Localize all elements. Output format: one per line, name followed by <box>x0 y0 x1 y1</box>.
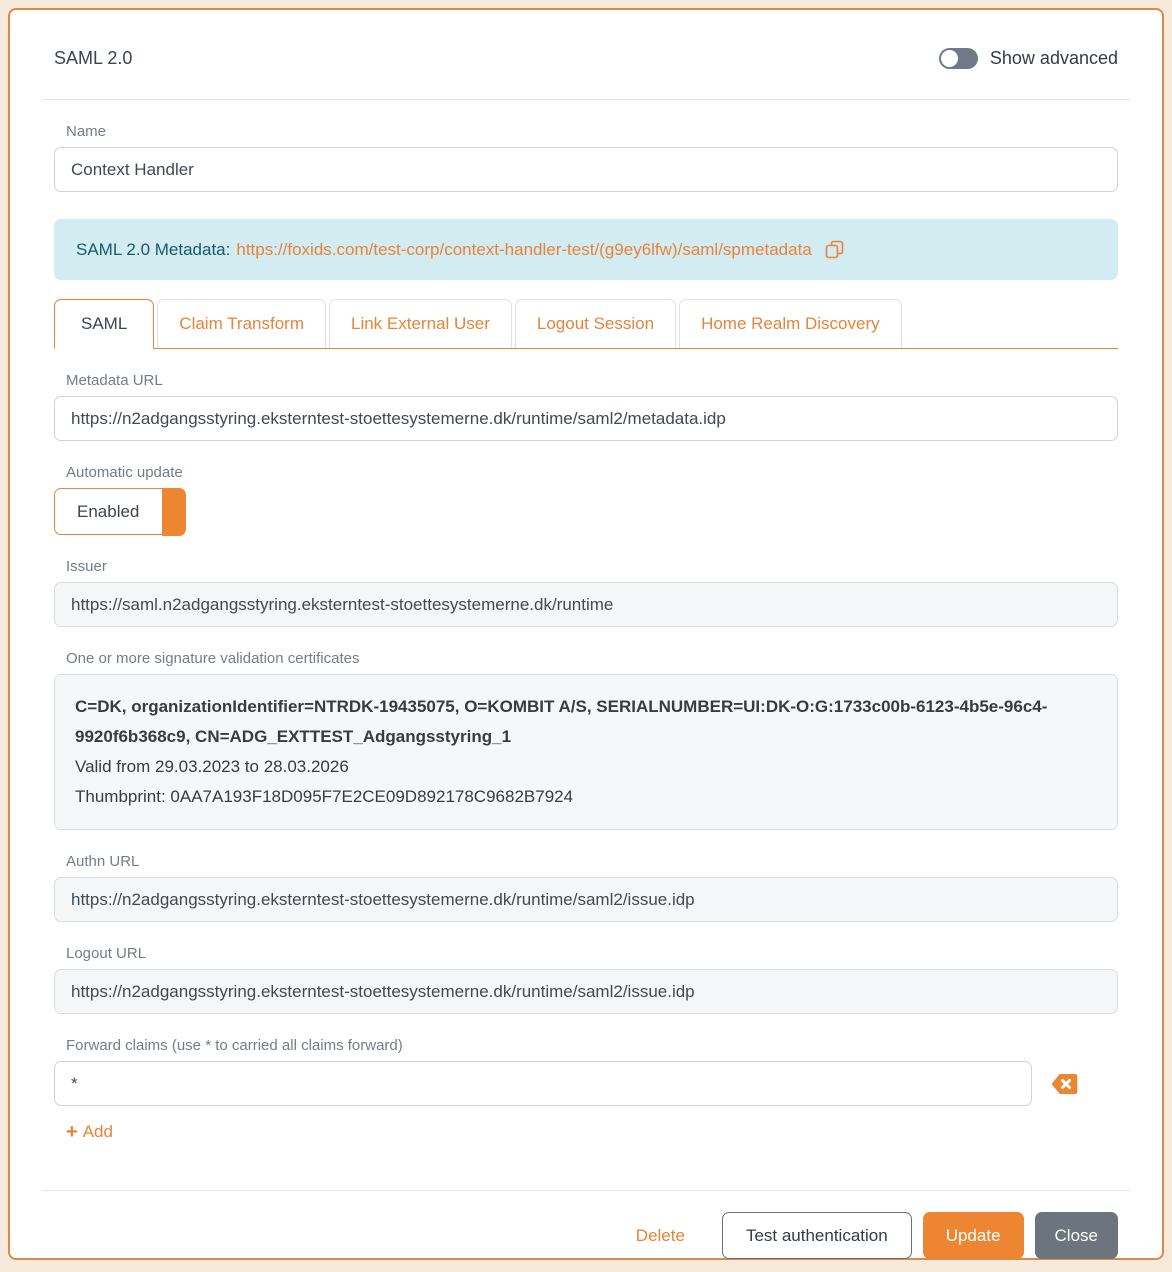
forward-claims-row <box>54 1061 1118 1106</box>
plus-icon: + <box>66 1121 78 1143</box>
automatic-update-label: Automatic update <box>66 464 183 481</box>
show-advanced-control <box>939 48 1118 69</box>
issuer-value: https://saml.n2adgangsstyring.eksterntest-stoettesystemerne.dk/runtime <box>54 582 1118 627</box>
automatic-update-state: Enabled <box>77 501 140 521</box>
tab-claim-transform[interactable]: Claim Transform <box>157 299 326 348</box>
saml-config-panel <box>8 8 1164 1260</box>
authn-url-label: Authn URL <box>66 853 140 870</box>
tab-home-realm-discovery[interactable]: Home Realm Discovery <box>679 299 902 348</box>
logout-url-label: Logout URL <box>66 945 147 962</box>
metadata-link[interactable]: https://foxids.com/test-corp/context-handler-test/(g9ey6lfw)/saml/spmetadata <box>236 239 812 259</box>
tab-saml[interactable]: SAML <box>54 299 154 349</box>
footer-divider <box>42 1190 1130 1191</box>
toggle-knob <box>941 50 958 67</box>
copy-icon[interactable] <box>824 239 845 260</box>
metadata-url-label: Metadata URL <box>66 372 163 389</box>
metadata-banner-prefix: SAML 2.0 Metadata: <box>76 239 231 259</box>
certificate-thumbprint: Thumbprint: 0AA7A193F18D095F7E2CE09D892178C9682B7924 <box>75 787 574 806</box>
close-button[interactable]: Close <box>1035 1212 1118 1259</box>
header-divider <box>42 99 1130 100</box>
forward-claims-input[interactable] <box>54 1061 1032 1106</box>
add-claim-label: Add <box>82 1122 113 1141</box>
forward-claims-label: Forward claims (use * to carried all claims forward) <box>66 1037 403 1054</box>
certificate-details <box>54 674 1118 830</box>
name-input[interactable] <box>54 147 1118 192</box>
backspace-delete-icon[interactable] <box>1051 1073 1078 1095</box>
delete-button[interactable]: Delete <box>628 1212 693 1259</box>
tab-logout-session[interactable]: Logout Session <box>515 299 676 348</box>
toggle-on-indicator <box>162 488 186 536</box>
panel-header <box>54 48 1118 69</box>
test-authentication-button[interactable]: Test authentication <box>722 1212 912 1259</box>
certificate-subject: C=DK, organizationIdentifier=NTRDK-19435075, O=KOMBIT A/S, SERIALNUMBER=UI:DK-O:G:1733c00b-6123-4b5e-96c4-9920f6b368c9, CN=ADG_EXTTEST_Adgangsstyring_1 <box>75 697 1048 746</box>
name-label: Name <box>66 123 107 140</box>
logout-url-value: https://n2adgangsstyring.eksterntest-stoettesystemerne.dk/runtime/saml2/issue.idp <box>54 969 1118 1014</box>
footer-actions <box>54 1212 1118 1259</box>
certificate-validity: Valid from 29.03.2023 to 28.03.2026 <box>75 757 349 776</box>
authn-url-value: https://n2adgangsstyring.eksterntest-stoettesystemerne.dk/runtime/saml2/issue.idp <box>54 877 1118 922</box>
issuer-label: Issuer <box>66 558 107 575</box>
metadata-url-input[interactable] <box>54 396 1118 441</box>
show-advanced-label: Show advanced <box>989 48 1118 68</box>
update-button[interactable]: Update <box>923 1212 1024 1259</box>
certificates-label: One or more signature validation certificates <box>66 650 360 667</box>
page-title: SAML 2.0 <box>54 48 133 68</box>
show-advanced-toggle-icon[interactable] <box>939 48 978 69</box>
metadata-banner <box>54 219 1118 280</box>
tab-bar <box>54 299 1118 349</box>
automatic-update-toggle[interactable] <box>54 488 185 535</box>
add-claim-button[interactable] <box>66 1122 113 1142</box>
tab-link-external-user[interactable]: Link External User <box>329 299 512 348</box>
